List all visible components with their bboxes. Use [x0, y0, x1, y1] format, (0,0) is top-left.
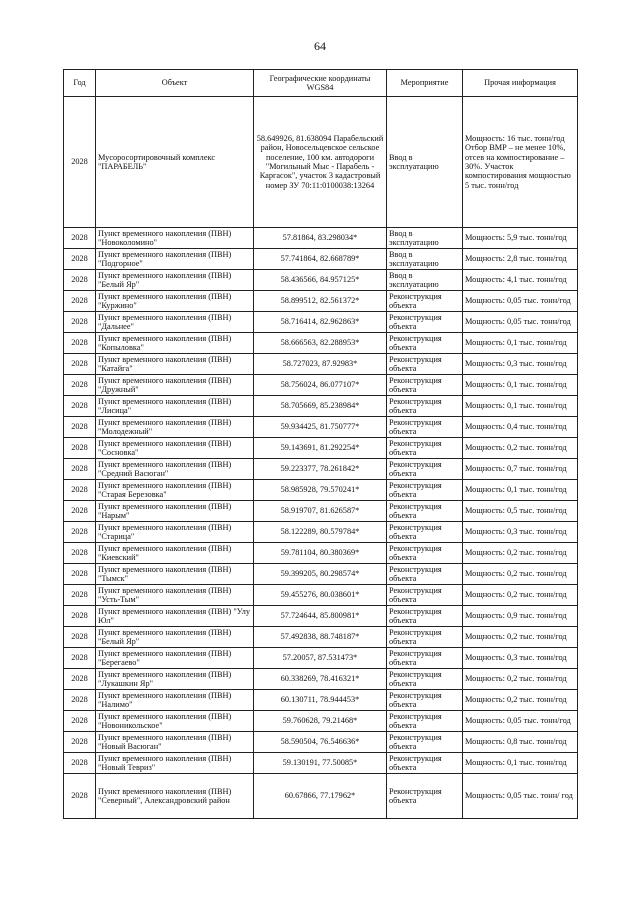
cell-object: Пункт временного накопления (ПВН) "Новый Васюган" [96, 732, 254, 753]
cell-object: Пункт временного накопления (ПВН) "Молодежный" [96, 417, 254, 438]
cell-info: Мощность: 0,1 тыс. тонн/год [463, 375, 578, 396]
cell-info: Мощность: 0,05 тыс. тонн/год [463, 291, 578, 312]
cell-object: Пункт временного накопления (ПВН) "Усть-Тым" [96, 585, 254, 606]
cell-measure: Реконструкция объекта [387, 732, 463, 753]
cell-info: Мощность: 0,1 тыс. тонн/год [463, 396, 578, 417]
cell-measure: Реконструкция объекта [387, 564, 463, 585]
cell-object: Пункт временного накопления (ПВН) "Сосновка" [96, 438, 254, 459]
cell-year: 2028 [64, 97, 96, 228]
cell-object: Пункт временного накопления (ПВН) "Дальнее" [96, 312, 254, 333]
cell-year: 2028 [64, 564, 96, 585]
header-measure: Мероприятие [387, 70, 463, 97]
table-row [64, 606, 578, 627]
header-object: Объект [96, 70, 254, 97]
cell-measure: Ввод в эксплуатацию [387, 97, 463, 228]
cell-measure: Реконструкция объекта [387, 753, 463, 774]
cell-measure: Реконструкция объекта [387, 312, 463, 333]
cell-year: 2028 [64, 312, 96, 333]
cell-measure: Реконструкция объекта [387, 480, 463, 501]
cell-object: Пункт временного накопления (ПВН) "Налимо" [96, 690, 254, 711]
cell-coords: 59.760628, 79.21468* [254, 711, 387, 732]
cell-info: Мощность: 0,05 тыс. тонн/год [463, 711, 578, 732]
cell-year: 2028 [64, 333, 96, 354]
cell-measure: Реконструкция объекта [387, 711, 463, 732]
table-row [64, 774, 578, 819]
header-coords: Географические координаты WGS84 [254, 70, 387, 97]
cell-object: Пункт временного накопления (ПВН) "Улу Юл" [96, 606, 254, 627]
cell-measure: Реконструкция объекта [387, 333, 463, 354]
cell-coords: 58.985928, 79.570241* [254, 480, 387, 501]
cell-year: 2028 [64, 732, 96, 753]
cell-object: Пункт временного накопления (ПВН) "Лисица" [96, 396, 254, 417]
table-row [64, 354, 578, 375]
cell-coords: 59.781104, 80.380369* [254, 543, 387, 564]
cell-info: Мощность: 4,1 тыс. тонн/год [463, 270, 578, 291]
cell-year: 2028 [64, 606, 96, 627]
cell-measure: Реконструкция объекта [387, 669, 463, 690]
cell-year: 2028 [64, 753, 96, 774]
table-row [64, 627, 578, 648]
cell-coords: 58.436566, 84.957125* [254, 270, 387, 291]
cell-info: Мощность: 0,2 тыс. тонн/год [463, 438, 578, 459]
cell-info: Мощность: 0,5 тыс. тонн/год [463, 501, 578, 522]
cell-coords: 59.399205, 80.298574* [254, 564, 387, 585]
cell-measure: Реконструкция объекта [387, 291, 463, 312]
table-row [64, 732, 578, 753]
cell-year: 2028 [64, 228, 96, 249]
cell-object: Пункт временного накопления (ПВН) "Катайга" [96, 354, 254, 375]
cell-year: 2028 [64, 417, 96, 438]
cell-coords: 59.223377, 78.261842* [254, 459, 387, 480]
cell-coords: 57.724644, 85.800981* [254, 606, 387, 627]
cell-object: Пункт временного накопления (ПВН) "Белый Яр" [96, 627, 254, 648]
table-row [64, 522, 578, 543]
cell-object: Пункт временного накопления (ПВН) "Северный", Александровский район [96, 774, 254, 819]
cell-object: Пункт временного накопления (ПВН) "Новый Тевриз" [96, 753, 254, 774]
cell-measure: Реконструкция объекта [387, 648, 463, 669]
cell-year: 2028 [64, 648, 96, 669]
table-row [64, 375, 578, 396]
cell-info: Мощность: 0,7 тыс. тонн/год [463, 459, 578, 480]
cell-year: 2028 [64, 438, 96, 459]
cell-measure: Реконструкция объекта [387, 522, 463, 543]
cell-object: Пункт временного накопления (ПВН) "Лукашкин Яр" [96, 669, 254, 690]
cell-measure: Реконструкция объекта [387, 459, 463, 480]
cell-measure: Реконструкция объекта [387, 774, 463, 819]
cell-coords: 58.899512, 82.561372* [254, 291, 387, 312]
cell-object: Пункт временного накопления (ПВН) "Берегаево" [96, 648, 254, 669]
header-year: Год [64, 70, 96, 97]
cell-info: Мощность: 5,9 тыс. тонн/год [463, 228, 578, 249]
table-row [64, 417, 578, 438]
cell-measure: Реконструкция объекта [387, 375, 463, 396]
cell-object: Пункт временного накопления (ПВН) "Белый Яр" [96, 270, 254, 291]
table-row [64, 270, 578, 291]
cell-coords: 58.705669, 85.238984* [254, 396, 387, 417]
cell-coords: 59.130191, 77.50085* [254, 753, 387, 774]
table-row [64, 228, 578, 249]
cell-measure: Ввод в эксплуатацию [387, 270, 463, 291]
table-row [64, 753, 578, 774]
cell-coords: 60.67866, 77.17962* [254, 774, 387, 819]
cell-object: Пункт временного накопления (ПВН) "Новоколомино" [96, 228, 254, 249]
cell-info: Мощность: 0,05 тыс. тонн/ год [463, 774, 578, 819]
cell-year: 2028 [64, 669, 96, 690]
cell-info: Мощность: 0,3 тыс. тонн/год [463, 648, 578, 669]
cell-object: Пункт временного накопления (ПВН) "Копыловка" [96, 333, 254, 354]
cell-object: Пункт временного накопления (ПВН) "Дружный" [96, 375, 254, 396]
cell-info: Мощность: 0,8 тыс. тонн/год [463, 732, 578, 753]
table-row [64, 585, 578, 606]
table-header-row [64, 70, 578, 97]
cell-year: 2028 [64, 522, 96, 543]
cell-measure: Реконструкция объекта [387, 690, 463, 711]
cell-coords: 60.338269, 78.416321* [254, 669, 387, 690]
table-row [64, 480, 578, 501]
cell-measure: Реконструкция объекта [387, 354, 463, 375]
cell-measure: Реконструкция объекта [387, 606, 463, 627]
cell-object: Пункт временного накопления (ПВН) "Подгорное" [96, 249, 254, 270]
cell-coords: 58.122289, 80.579784* [254, 522, 387, 543]
cell-year: 2028 [64, 543, 96, 564]
cell-info: Мощность: 0,9 тыс. тонн/год [463, 606, 578, 627]
cell-coords: 58.919707, 81.626587* [254, 501, 387, 522]
table-row [64, 459, 578, 480]
cell-object: Пункт временного накопления (ПВН) "Старая Березовка" [96, 480, 254, 501]
cell-year: 2028 [64, 354, 96, 375]
cell-info: Мощность: 16 тыс. тонн/год Отбор ВМР – не менее 10%, отсев на компостирование – 30%. Участок компостирования мощностью 5 тыс. тонн/год [463, 97, 578, 228]
cell-coords: 57.20057, 87.531473* [254, 648, 387, 669]
cell-info: Мощность: 0,05 тыс. тонн/год [463, 312, 578, 333]
cell-coords: 57.81864, 83.298034* [254, 228, 387, 249]
table-row [64, 438, 578, 459]
cell-year: 2028 [64, 270, 96, 291]
cell-object: Пункт временного накопления (ПВН) "Киевский" [96, 543, 254, 564]
cell-year: 2028 [64, 249, 96, 270]
table-row [64, 648, 578, 669]
cell-year: 2028 [64, 459, 96, 480]
cell-coords: 58.666563, 82.288953* [254, 333, 387, 354]
cell-measure: Реконструкция объекта [387, 501, 463, 522]
cell-object: Пункт временного накопления (ПВН) "Нарым" [96, 501, 254, 522]
cell-info: Мощность: 0,2 тыс. тонн/год [463, 564, 578, 585]
cell-info: Мощность: 0,4 тыс. тонн/год [463, 417, 578, 438]
cell-measure: Реконструкция объекта [387, 627, 463, 648]
cell-coords: 57.741864, 82.668789* [254, 249, 387, 270]
cell-info: Мощность: 0,1 тыс. тонн/год [463, 480, 578, 501]
cell-info: Мощность: 0,1 тыс. тонн/год [463, 753, 578, 774]
cell-measure: Реконструкция объекта [387, 417, 463, 438]
cell-info: Мощность: 0,2 тыс. тонн/год [463, 627, 578, 648]
table-row [64, 333, 578, 354]
facilities-table [63, 69, 578, 819]
cell-coords: 59.143691, 81.292254* [254, 438, 387, 459]
header-info: Прочая информация [463, 70, 578, 97]
cell-year: 2028 [64, 627, 96, 648]
table-row [64, 291, 578, 312]
cell-coords: 58.727023, 87.92983* [254, 354, 387, 375]
cell-coords: 57.492838, 88.748187* [254, 627, 387, 648]
table-row [64, 396, 578, 417]
table-body [64, 97, 578, 819]
cell-info: Мощность: 0,2 тыс. тонн/год [463, 585, 578, 606]
cell-year: 2028 [64, 585, 96, 606]
cell-year: 2028 [64, 711, 96, 732]
cell-measure: Ввод в эксплуатацию [387, 228, 463, 249]
cell-measure: Реконструкция объекта [387, 585, 463, 606]
cell-coords: 58.756024, 86.077107* [254, 375, 387, 396]
table-row [64, 564, 578, 585]
cell-year: 2028 [64, 291, 96, 312]
cell-year: 2028 [64, 480, 96, 501]
table-row [64, 711, 578, 732]
cell-measure: Реконструкция объекта [387, 396, 463, 417]
table-row [64, 669, 578, 690]
cell-object: Пункт временного накопления (ПВН) "Новоникольское" [96, 711, 254, 732]
page-number: 64 [314, 39, 326, 53]
cell-year: 2028 [64, 774, 96, 819]
cell-info: Мощность: 0,3 тыс. тонн/год [463, 354, 578, 375]
cell-year: 2028 [64, 501, 96, 522]
table-row [64, 312, 578, 333]
cell-measure: Ввод в эксплуатацию [387, 249, 463, 270]
cell-info: Мощность: 2,8 тыс. тонн/год [463, 249, 578, 270]
cell-info: Мощность: 0,2 тыс. тонн/год [463, 543, 578, 564]
cell-object: Пункт временного накопления (ПВН) "Старица" [96, 522, 254, 543]
table-row [64, 249, 578, 270]
cell-coords: 60.130711, 78.944453* [254, 690, 387, 711]
cell-info: Мощность: 0,2 тыс. тонн/год [463, 669, 578, 690]
cell-object: Пункт временного накопления (ПВН) "Тымск" [96, 564, 254, 585]
cell-coords: 58.590504, 76.546636* [254, 732, 387, 753]
cell-measure: Реконструкция объекта [387, 543, 463, 564]
cell-measure: Реконструкция объекта [387, 438, 463, 459]
table-row [64, 501, 578, 522]
cell-year: 2028 [64, 396, 96, 417]
cell-year: 2028 [64, 375, 96, 396]
table-row [64, 690, 578, 711]
cell-info: Мощность: 0,2 тыс. тонн/год [463, 690, 578, 711]
cell-year: 2028 [64, 690, 96, 711]
cell-info: Мощность: 0,1 тыс. тонн/год [463, 333, 578, 354]
cell-coords: 58.649926, 81.638094 Парабельский район, Новосельцевское сельское поселение, 100 км. автодороги "Могильный Мыс - Парабель - Каргасок", участок 3 кадастровый номер ЗУ 70:11:0100038:13264 [254, 97, 387, 228]
table-row [64, 97, 578, 228]
cell-object: Мусоросортировочный комплекс "ПАРАБЕЛЬ" [96, 97, 254, 228]
cell-info: Мощность: 0,3 тыс. тонн/год [463, 522, 578, 543]
cell-coords: 59.455276, 80.038601* [254, 585, 387, 606]
cell-object: Пункт временного накопления (ПВН) "Куржино" [96, 291, 254, 312]
cell-object: Пункт временного накопления (ПВН) "Средний Васюган" [96, 459, 254, 480]
cell-coords: 59.934425, 81.750777* [254, 417, 387, 438]
table-row [64, 543, 578, 564]
cell-coords: 58.716414, 82.962863* [254, 312, 387, 333]
